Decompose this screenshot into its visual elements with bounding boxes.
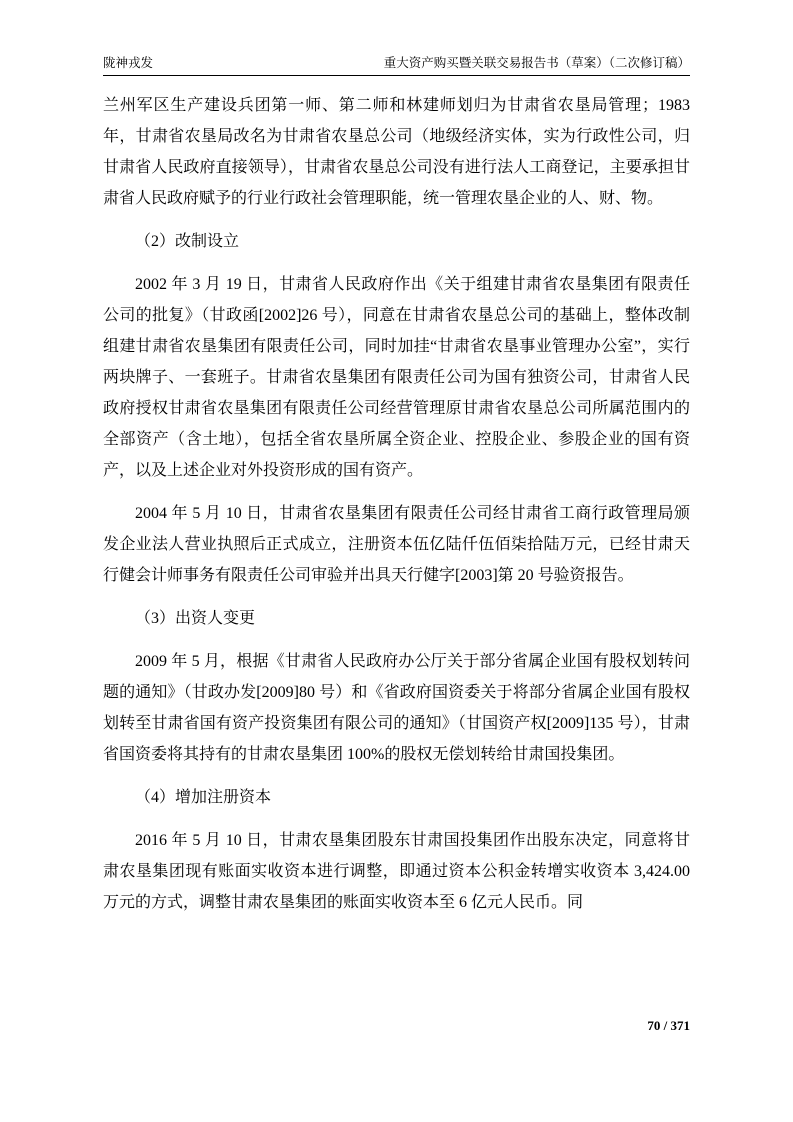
- paragraph-history-nongken-bureau: 兰州军区生产建设兵团第一师、第二师和林建师划归为甘肃省农垦局管理；1983 年，甘肃省农垦局改名为甘肃省农垦总公司（地级经济实体，实为行政性公司，归甘肃省人民政府直接领导），甘肃省农垦总公司没有进行法人工商登记，主要承担甘肃省人民政府赋予的行业行政社会管理职能，统一管理农垦企业的人、财、物。: [103, 97, 690, 207]
- header-company-name: 陇神戎发: [103, 56, 154, 70]
- page-footer: [103, 1018, 690, 1034]
- paragraph-2002-restructuring-approval: 2002 年 3 月 19 日，甘肃省人民政府作出《关于组建甘肃省农垦集团有限责任公司的批复》（甘政函[2002]26 号），同意在甘肃省农垦总公司的基础上，整体改制组建甘肃省农垦集团有限责任公司，同时加挂“甘肃省农垦事业管理办公室”，实行两块牌子、一套班子。甘肃省农垦集团有限责任公司为国有独资公司，甘肃省人民政府授权甘肃省农垦集团有限责任公司经营管理原甘肃省农垦总公司所属范围内的全部资产（含土地），包括全省农垦所属全资企业、控股企业、参股企业的国有资产，以及上述企业对外投资形成的国有资产。: [103, 276, 690, 479]
- paragraph-2009-equity-transfer: 2009 年 5 月，根据《甘肃省人民政府办公厅关于部分省属企业国有股权划转问题的通知》（甘政办发[2009]80 号）和《省政府国资委关于将部分省属企业国有股权划转至甘肃省国有资产投资集团有限公司的通知》（甘国资产权[2009]135 号），甘肃省国资委将其持有的甘肃农垦集团 100%的股权无偿划转给甘肃国投集团。: [103, 653, 690, 763]
- document-body: [103, 90, 690, 930]
- heading-investor-change: （3）出资人变更: [135, 610, 256, 627]
- heading-restructuring-establishment: （2）改制设立: [135, 233, 240, 250]
- paragraph-2016-capital-adjustment: 2016 年 5 月 10 日，甘肃农垦集团股东甘肃国投集团作出股东决定，同意将甘肃农垦集团现有账面实收资本进行调整，即通过资本公积金转增实收资本 3,424.00 万元的方式，调整甘肃农垦集团的账面实收资本至 6 亿元人民币。同: [103, 832, 690, 911]
- header-report-title: 重大资产购买暨关联交易报告书（草案）（二次修订稿）: [383, 56, 690, 70]
- paragraph-2004-business-license: 2004 年 5 月 10 日，甘肃省农垦集团有限责任公司经甘肃省工商行政管理局颁发企业法人营业执照后正式成立，注册资本伍亿陆仟伍佰柒拾陆万元，已经甘肃天行健会计师事务有限责任公司审验并出具天行健字[2003]第 20 号验资报告。: [103, 505, 690, 584]
- page-number: 70 / 371: [647, 1018, 690, 1033]
- page-header: [103, 55, 690, 76]
- heading-registered-capital-increase: （4）增加注册资本: [135, 789, 272, 806]
